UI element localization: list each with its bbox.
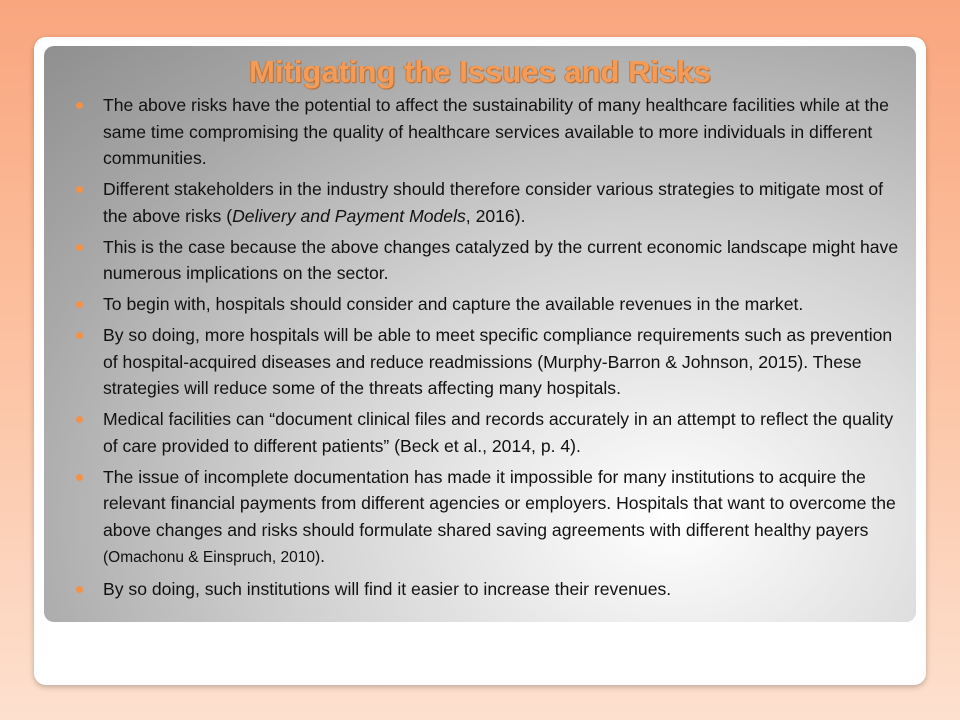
bullet-icon <box>76 416 83 423</box>
list-item <box>44 576 916 603</box>
bullet-text: Medical facilities can “document clinical files and records accurately in an attempt to reflect the quality of care provided to different patients” (Beck et al., 2014, p. 4). <box>103 409 894 456</box>
bullet-text: By so doing, more hospitals will be able to meet specific compliance requirements such as prevention of hospital-acquired diseases and reduce readmissions (Murphy-Barron & Johnson, 2015). These strategies will reduce some of the threats affecting many hospitals. <box>103 325 893 398</box>
bullet-icon <box>76 244 83 251</box>
bullet-icon <box>76 586 83 593</box>
bullet-list <box>44 92 916 607</box>
bullet-text: The issue of incomplete documentation has made it impossible for many institutions to acquire the relevant financial payments from different agencies or employers. Hospitals that want to overcome the above changes and risks should formulate shared saving agreements with different healthy payers <box>103 466 896 540</box>
list-item <box>44 92 916 172</box>
bullet-text: By so doing, such institutions will find it easier to increase their revenues. <box>103 579 672 599</box>
bullet-icon <box>76 332 83 339</box>
slide-title: Mitigating the Issues and Risks <box>249 54 711 89</box>
content-panel <box>44 46 916 622</box>
bullet-icon <box>76 474 83 481</box>
bullet-citation: (Omachonu & Einspruch, 2010) <box>103 549 321 566</box>
list-item <box>44 464 916 572</box>
bullet-text-end: . <box>320 546 326 566</box>
bullet-text-end: , 2016). <box>465 205 526 226</box>
bullet-text: This is the case because the above changes catalyzed by the current economic landscape might have numerous implications on the sector. <box>103 236 899 283</box>
bullet-text: Different stakeholders in the industry should therefore consider various strategies to mitigate most of the above risks ( <box>103 179 884 226</box>
bullet-icon <box>76 186 83 193</box>
bullet-text: To begin with, hospitals should consider and capture the available revenues in the market. <box>103 294 804 314</box>
bullet-icon <box>76 301 83 308</box>
bullet-citation-title: Delivery and Payment Models <box>232 205 466 226</box>
list-item <box>44 406 916 459</box>
list-item <box>44 176 916 229</box>
bullet-text: The above risks have the potential to affect the sustainability of many healthcare facilities while at the same time compromising the quality of healthcare services available to more individuals in different communities. <box>103 95 889 168</box>
list-item <box>44 322 916 402</box>
list-item <box>44 234 916 287</box>
bullet-icon <box>76 102 83 109</box>
list-item <box>44 291 916 318</box>
